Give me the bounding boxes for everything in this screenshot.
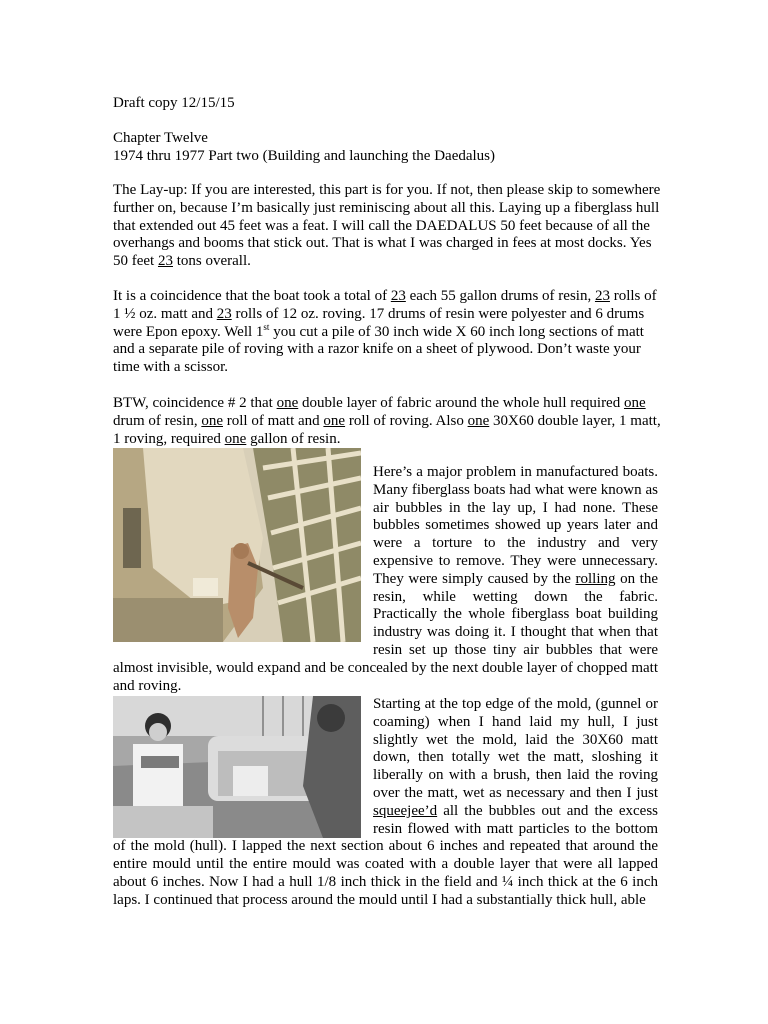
underlined-text: 23 bbox=[157, 253, 173, 270]
workers-layup-photo bbox=[113, 696, 361, 838]
draft-date: Draft copy 12/15/15 bbox=[113, 95, 235, 111]
hull-construction-photo bbox=[113, 448, 361, 642]
paragraph-text: The Lay-up: If you are interested, this part is for you. If not, then please skip to somewhere further on, because I’m basically just reminiscing about all this. Laying up a fiberglass hull that extended out 45 feet was a feat. I will call the DAEDALUS 50 feet because of all the overhangs and booms that stick out. That is what I was charged in fees at most docks. Yes 50 feet bbox=[113, 182, 661, 270]
paragraph-text: tons overall. bbox=[172, 253, 251, 270]
chapter-subtitle: 1974 thru 1977 Part two (Building and launching the Daedalus) bbox=[113, 148, 496, 164]
paragraph-text: on the resin, while wetting down the fabric. Practically the whole fiberglass boat building industry was doing it. I thought that when that resin set up those tiny air bubbles that were almost invisible, would expand and be concealed by the next double layer of chopped matt and roving. bbox=[113, 570, 658, 694]
paragraph-text: BTW, coincidence # 2 that bbox=[113, 395, 277, 411]
underlined-text: one bbox=[276, 395, 299, 411]
photo-section-layup bbox=[113, 696, 658, 910]
underlined-text: one bbox=[323, 412, 346, 429]
paragraph-layup bbox=[113, 182, 661, 271]
paragraph-text: Starting at the top edge of the mold, (gunnel or coaming) when I hand laid my hull, I just slightly wet the mold, laid the 30X60 matt down, then totally wet the matt, sloshing it liberally on with a brush, then laid the roving over the matt, wet as necessary and then I just bbox=[373, 696, 658, 801]
paragraph-text: rolls of 1 ½ oz. matt and bbox=[113, 288, 657, 322]
photo-section-bubbles bbox=[113, 448, 658, 695]
underlined-text: one bbox=[201, 412, 223, 429]
underlined-text: 23 bbox=[594, 288, 610, 304]
paragraph-text: each 55 gallon drums of resin, bbox=[405, 288, 595, 304]
underlined-text: 23 bbox=[390, 288, 406, 304]
underlined-text: one bbox=[467, 412, 490, 429]
paragraph-btw bbox=[113, 395, 661, 448]
paragraph-text: 30X60 double layer, 1 matt, 1 roving, required bbox=[113, 412, 661, 447]
paragraph-text: gallon of resin. bbox=[246, 430, 341, 447]
underlined-text: 23 bbox=[216, 305, 232, 322]
paragraph-text: you cut a pile of 30 inch wide X 60 inch long sections of matt and a separate pile of roving with a razor knife on a sheet of plywood. Don’t waste your time with a scissor. bbox=[113, 323, 644, 376]
paragraph-text: rolls of 12 oz. roving. 17 drums of resin were polyester and 6 drums were Epon epoxy. Well 1 bbox=[113, 305, 645, 340]
underlined-text: rolling bbox=[575, 570, 616, 587]
underlined-text: one bbox=[623, 395, 646, 411]
underlined-text: one bbox=[224, 430, 247, 447]
paragraph-text: drum of resin, bbox=[113, 412, 202, 429]
paragraph-text: roll of matt and bbox=[223, 412, 324, 429]
paragraph-text: double layer of fabric around the whole hull required bbox=[298, 395, 624, 411]
paragraph-text: all the bubbles out and the excess resin flowed with matt particles to the bottom of the mold (hull). I lapped the next section about 6 inches and repeated that around the entire mould until the entire mould was coated with a double layer that were all lapped about 6 inches. Now I had a hull 1/8 inch thick in the field and ¼ inch thick at the 6 inch laps. I continued that process around the mould until I had a substantially thick hull, able bbox=[113, 802, 658, 908]
superscript: st bbox=[263, 321, 270, 332]
paragraph-text: It is a coincidence that the boat took a total of bbox=[113, 288, 391, 304]
paragraph-text: Here’s a major problem in manufactured boats. Many fiberglass boats had what were known as air bubbles in the lay up, I had none. These bubbles sometimes showed up years later and were a torture to the industry and very expensive to remove. They were unnecessary. They were simply caused by the bbox=[373, 464, 658, 587]
paragraph-coincidence bbox=[113, 288, 661, 377]
underlined-text: squeejee’d bbox=[373, 802, 438, 819]
chapter-title: Chapter Twelve bbox=[113, 130, 208, 146]
paragraph-text: roll of roving. Also bbox=[345, 412, 468, 429]
